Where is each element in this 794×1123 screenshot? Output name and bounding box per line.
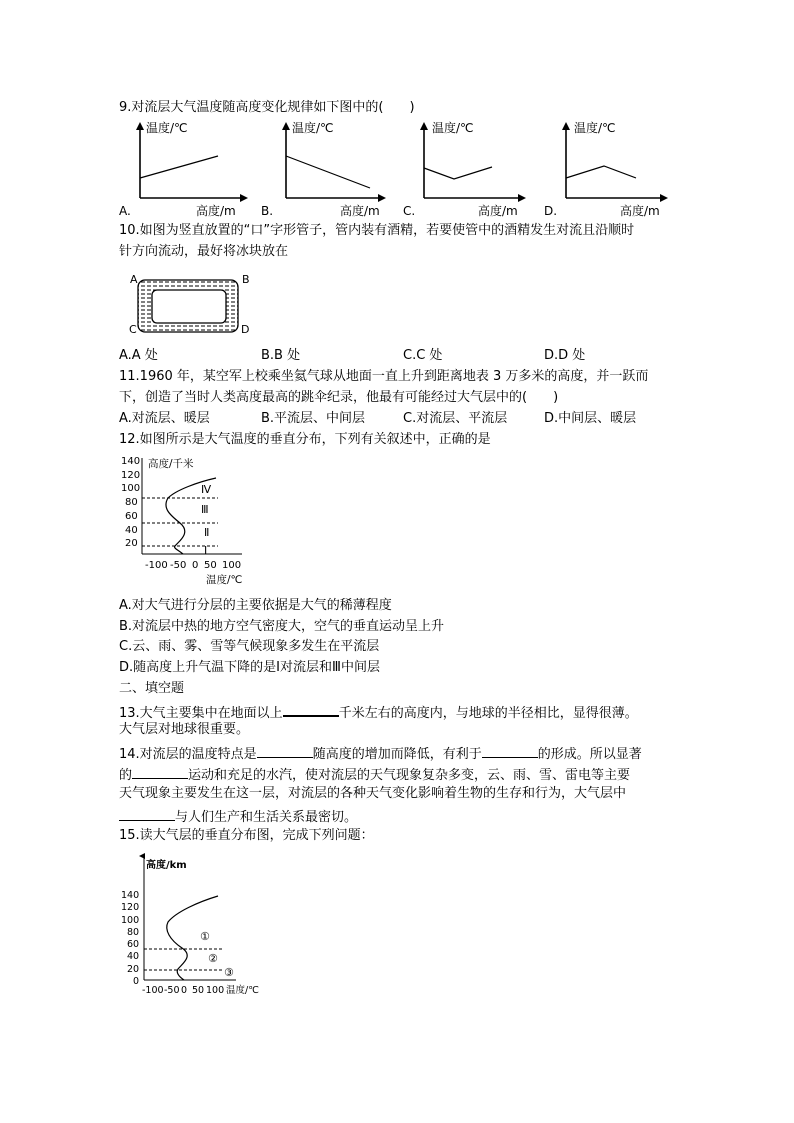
q13-part1: 13.大气主要集中在地面以上 (119, 706, 283, 721)
q12-ytick-80: 80 (125, 497, 138, 508)
q9-option-a: A. (119, 204, 131, 218)
q9-line-c (424, 167, 492, 179)
q14-blank-2[interactable] (482, 743, 538, 758)
q10-label-c: C (129, 323, 137, 336)
q10-option-c: C.C 处 (403, 348, 443, 363)
q14-text-c: 的形成。所以显著 (537, 747, 642, 762)
q9-graph-d (544, 120, 666, 218)
q15-ytick-0: 0 (133, 976, 140, 987)
q10-label-a: A (130, 273, 138, 286)
q12-stem: 12.如图所示是大气温度的垂直分布，下列有关叙述中，正确的是 (119, 432, 491, 447)
q15-ytick-60: 60 (127, 939, 140, 950)
q11-option-b: B.平流层、中间层 (261, 411, 366, 426)
q13-part2: 千米左右的高度内，与地球的半径相比，显得很薄。 (338, 706, 638, 721)
q9-graph-a (119, 120, 246, 218)
q9-stem: 9.对流层大气温度随高度变化规律如下图中的( ) (119, 100, 415, 115)
q15-xtick-minus50: -50 (164, 985, 180, 996)
q9-line-a (140, 156, 218, 178)
q14-line2 (119, 764, 630, 785)
q15-ytick-100: 100 (121, 915, 140, 926)
q12-ytick-120: 120 (121, 470, 141, 481)
q9-option-d: D. (544, 204, 558, 218)
q15-ytick-20: 20 (127, 964, 140, 975)
q9-line-d (566, 166, 636, 178)
q10-label-b: B (242, 273, 250, 286)
q14-blank-3[interactable] (132, 764, 188, 779)
q12-xtick-0: 0 (192, 560, 199, 571)
q12-option-a: A.对大气进行分层的主要依据是大气的稀薄程度 (119, 598, 392, 613)
q9-graphs (0, 112, 794, 232)
q14-text-d: 的 (119, 768, 133, 783)
q9-b-xlabel: 高度/m (340, 204, 380, 218)
q12-xtick-minus50: -50 (170, 560, 187, 571)
q12-layer-1: Ⅰ (204, 544, 208, 557)
q9-graph-b (261, 120, 384, 218)
q13-line2: 大气层对地球很重要。 (119, 722, 250, 737)
q12-ytick-60: 60 (125, 511, 138, 522)
q9-graph-c (403, 120, 524, 218)
q12-ytick-20: 20 (125, 538, 138, 549)
q9-c-ylabel: 温度/℃ (432, 121, 474, 135)
q15-layer-1: ① (200, 930, 210, 943)
q10-option-a: A.A 处 (119, 348, 158, 363)
q15-y-label: 高度/km (146, 860, 187, 871)
q9-option-c: C. (403, 204, 416, 218)
q15-xtick-50: 50 (192, 985, 205, 996)
q15-ytick-40: 40 (127, 951, 140, 962)
q10-stem-line2: 针方向流动，最好将冰块放在 (119, 244, 289, 259)
q12-y-label: 高度/千米 (148, 458, 194, 470)
q12-ytick-40: 40 (125, 525, 138, 536)
q12-atmosphere-chart (118, 450, 268, 590)
q15-ytick-80: 80 (127, 927, 140, 938)
q10-option-b: B.B 处 (261, 348, 301, 363)
q14-text-e: 运动和充足的水汽，使对流层的天气现象复杂多变，云、雨、雪、雷电等主要 (188, 768, 631, 783)
q10-tube-inner (152, 290, 226, 323)
q9-b-ylabel: 温度/℃ (292, 121, 334, 135)
q9-a-ylabel: 温度/℃ (146, 121, 188, 135)
q12-xtick-50: 50 (204, 560, 217, 571)
q14-line3: 天气现象主要发生在这一层，对流层的各种天气变化影响着生物的生存和行为，大气层中 (119, 786, 627, 801)
q12-x-label: 温度/℃ (206, 574, 243, 586)
q13-blank[interactable] (283, 701, 339, 717)
q15-xtick-0: 0 (181, 985, 188, 996)
q9-line-b (286, 156, 370, 188)
q12-ytick-100: 100 (121, 483, 141, 494)
q9-c-xlabel: 高度/m (478, 204, 518, 218)
q9-d-ylabel: 温度/℃ (574, 121, 616, 135)
q15-x-label: 温度/℃ (226, 985, 259, 996)
q10-tube-diagram (128, 272, 268, 342)
q9-option-b: B. (261, 204, 274, 218)
q9-a-xlabel: 高度/m (196, 204, 236, 218)
q12-xtick-minus100: -100 (145, 560, 168, 571)
q12-option-c: C.云、雨、雾、雪等气候现象多发生在平流层 (119, 639, 380, 654)
q12-option-d: D.随高度上升气温下降的是Ⅰ对流层和Ⅲ中间层 (119, 660, 380, 675)
q15-atmosphere-chart (118, 852, 268, 1002)
q10-option-d: D.D 处 (544, 348, 586, 363)
q12-ytick-140: 140 (121, 456, 141, 467)
q15-layer-3: ③ (224, 966, 234, 979)
q12-option-b: B.对流层中热的地方空气密度大，空气的垂直运动呈上升 (119, 619, 445, 634)
q15-ytick-140: 140 (121, 890, 140, 901)
q15-layer-2: ② (208, 952, 218, 965)
q14-text-b: 随高度的增加而降低，有利于 (312, 747, 482, 762)
q12-layer-4: Ⅳ (201, 483, 212, 496)
q14-text-f: 与人们生产和生活关系最密切。 (175, 810, 358, 825)
q15-stem: 15.读大气层的垂直分布图，完成下列问题： (119, 828, 374, 843)
q15-ytick-120: 120 (121, 902, 140, 913)
q9-d-xlabel: 高度/m (620, 204, 660, 218)
q12-layer-3: Ⅲ (201, 503, 209, 516)
section-title-fill-blank: 二、填空题 (119, 681, 185, 696)
q11-stem-line2: 下，创造了当时人类高度最高的跳伞纪录，他最有可能经过大气层中的( ) (119, 390, 559, 405)
q14-blank-4[interactable] (119, 806, 175, 821)
q11-option-c: C.对流层、平流层 (403, 411, 508, 426)
q11-option-d: D.中间层、暖层 (544, 411, 637, 426)
q15-temperature-curve (167, 896, 218, 980)
q15-xtick-minus100: -100 (142, 985, 164, 996)
q10-stem-line1: 10.如图为竖直放置的“口”字形管子，管内装有酒精，若要使管中的酒精发生对流且沿顺时 (119, 223, 635, 238)
q14-blank-1[interactable] (257, 743, 313, 758)
q14-line1 (119, 743, 642, 764)
q13-line1 (119, 701, 638, 723)
q10-label-d: D (241, 323, 250, 336)
q15-xtick-100: 100 (206, 985, 225, 996)
q14-text-a: 14.对流层的温度特点是 (119, 747, 257, 762)
q12-layer-2: Ⅱ (204, 526, 210, 539)
q11-stem-line1: 11.1960 年，某空军上校乘坐氦气球从地面一直上升到距离地表 3 万多米的高度，并一跃而 (119, 369, 649, 384)
q14-line4 (119, 806, 357, 827)
q11-option-a: A.对流层、暖层 (119, 411, 210, 426)
q12-xtick-100: 100 (222, 560, 242, 571)
